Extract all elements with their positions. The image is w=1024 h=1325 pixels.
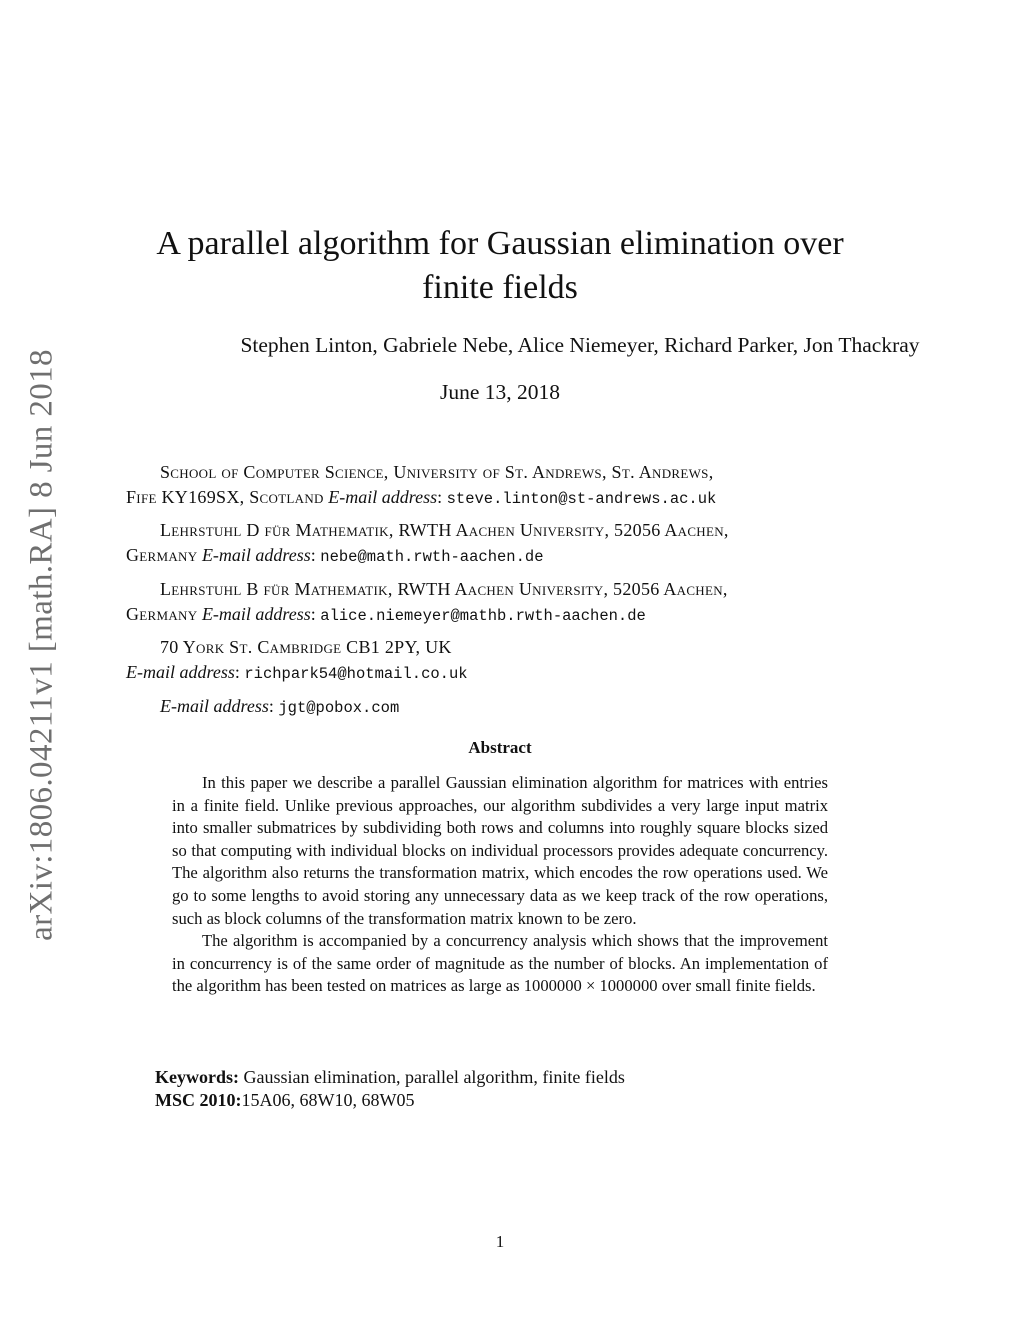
email-label: E-mail address <box>201 545 311 565</box>
email-nebe[interactable]: nebe@math.rwth-aachen.de <box>320 548 544 566</box>
affiliation-4: 70 York St. Cambridge CB1 2PY, UK E-mail address: richpark54@hotmail.co.uk <box>126 635 886 687</box>
title-line-1: A parallel algorithm for Gaussian elimination over <box>156 225 844 262</box>
affiliation-2-address-cont: Germany <box>126 545 198 565</box>
affiliation-3-address-cont: Germany <box>126 604 198 624</box>
paper-title <box>120 222 880 310</box>
email-label: E-mail address <box>160 696 269 716</box>
email-label: E-mail address <box>328 487 438 507</box>
abstract-body <box>172 772 828 998</box>
keywords-label: Keywords: <box>155 1067 239 1087</box>
title-line-2: finite fields <box>422 269 578 306</box>
affiliation-3-address: Lehrstuhl B für Mathematik, RWTH Aachen University, 52056 Aachen, <box>160 579 728 599</box>
abstract-heading: Abstract <box>468 738 532 757</box>
abstract-paragraph-1: In this paper we describe a parallel Gaussian elimination algorithm for matrices with entries in a finite field. Unlike previous approaches, our algorithm subdivides a very large input matrix into smaller submatrices by subdividing both rows and columns into roughly square blocks sized so that computing with individual blocks on individual processors provides adequate concurrency. The algorithm also returns the transformation matrix, which encodes the row operations used. We go to some lengths to avoid storing any unnecessary data as we keep track of the row operations, such as block columns of the transformation matrix known to be zero. <box>172 773 828 928</box>
affiliation-1: School of Computer Science, University of St. Andrews, St. Andrews, Fife KY169SX, Scotland E-mail address: steve.linton@st-andrews.ac.uk <box>126 460 886 512</box>
arxiv-identifier: arXiv:1806.04211v1 [math.RA] 8 Jun 2018 <box>23 349 60 941</box>
affiliation-1-address: School of Computer Science, University of St. Andrews, St. Andrews, <box>160 462 714 482</box>
keywords-block <box>155 1066 875 1112</box>
affiliation-5: E-mail address: jgt@pobox.com <box>160 696 400 717</box>
email-parker[interactable]: richpark54@hotmail.co.uk <box>244 665 468 683</box>
affiliation-2: Lehrstuhl D für Mathematik, RWTH Aachen University, 52056 Aachen, Germany E-mail address: nebe@math.rwth-aachen.de <box>126 518 886 570</box>
abstract-paragraph-2: The algorithm is accompanied by a concurrency analysis which shows that the improvement in concurrency is of the same order of magnitude as the number of blocks. An implementation of the algorithm has been tested on matrices as large as 1000000 × 1000000 over small finite fields. <box>172 931 828 996</box>
email-label: E-mail address <box>126 662 235 682</box>
msc-label: MSC 2010: <box>155 1090 242 1110</box>
email-label: E-mail address <box>201 604 311 624</box>
affiliation-1-address-cont: Fife KY169SX, Scotland <box>126 487 324 507</box>
msc-value: 15A06, 68W10, 68W05 <box>241 1090 415 1110</box>
email-linton[interactable]: steve.linton@st-andrews.ac.uk <box>446 490 717 508</box>
affiliation-3: Lehrstuhl B für Mathematik, RWTH Aachen University, 52056 Aachen, Germany E-mail address: alice.niemeyer@mathb.rwth-aachen.de <box>126 577 886 629</box>
affiliation-2-address: Lehrstuhl D für Mathematik, RWTH Aachen University, 52056 Aachen, <box>160 520 729 540</box>
author-list: Stephen Linton, Gabriele Nebe, Alice Niemeyer, Richard Parker, Jon Thackray <box>240 333 920 357</box>
email-thackray[interactable]: jgt@pobox.com <box>278 699 400 717</box>
keywords-value: Gaussian elimination, parallel algorithm, finite fields <box>243 1067 625 1087</box>
affiliation-4-address: 70 York St. Cambridge CB1 2PY, UK <box>160 637 452 657</box>
page-number: 1 <box>495 1232 505 1251</box>
paper-date: June 13, 2018 <box>439 380 561 404</box>
email-niemeyer[interactable]: alice.niemeyer@mathb.rwth-aachen.de <box>320 607 646 625</box>
